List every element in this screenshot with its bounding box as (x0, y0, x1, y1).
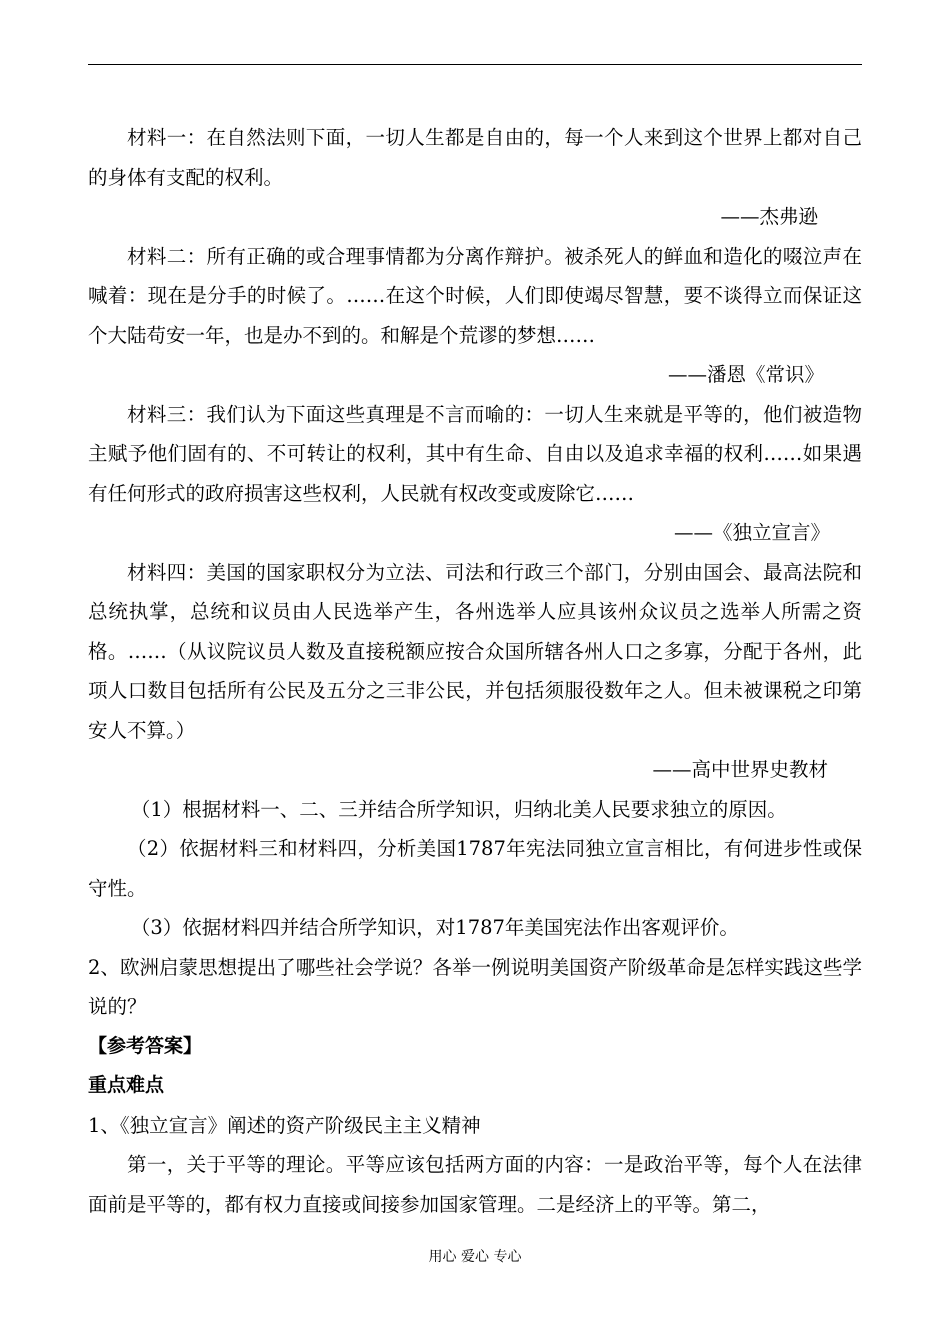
material-1-source: ——杰弗逊 (720, 205, 818, 228)
material-3-source: ——《独立宣言》 (673, 521, 830, 544)
material-1-text: 材料一：在自然法则下面，一切人生都是自由的，每一个人来到这个世界上都对自己的身体有支配的权利。 (88, 126, 862, 189)
material-4-source: ——高中世界史教材 (652, 758, 828, 781)
answer-header: 【参考答案】 (88, 1034, 203, 1057)
section-header: 重点难点 (88, 1074, 165, 1096)
material-4-text: 材料四：美国的国家职权分为立法、司法和行政三个部门，分别由国会、最高法院和总统执掌，总统和议员由人民选举产生，各州选举人应具该州众议员之选举人所需之资格。……（从议院议员人数及直接税额应按合众国所辖各州人口之多寡，分配于各州，此项人口数目包括所有公民及五分之三非公民，并包括须服役数年之人。但未被课税之印第安人不算。） (88, 560, 862, 742)
document-body (88, 118, 862, 1224)
page-footer: 用心 爱心 专心 (428, 1249, 522, 1265)
question-2: 2、欧洲启蒙思想提出了哪些社会学说？各举一例说明美国资产阶级革命是怎样实践这些学说的？ (88, 955, 862, 1018)
question-1-3: （3）依据材料四并结合所学知识，对1787年美国宪法作出客观评价。 (130, 916, 739, 939)
header-rule (88, 64, 862, 65)
point-1-body: 第一，关于平等的理论。平等应该包括两方面的内容：一是政治平等，每个人在法律面前是平等的，都有权力直接或间接参加国家管理。二是经济上的平等。第二， (88, 1153, 862, 1216)
material-2-text: 材料二：所有正确的或合理事情都为分离作辩护。被杀死人的鲜血和造化的啜泣声在喊着：现在是分手的时候了。……在这个时候，人们即使竭尽智慧，要不谈得立而保证这个大陆苟安一年，也是办不到的。和解是个荒谬的梦想…… (88, 244, 862, 347)
material-3-text: 材料三：我们认为下面这些真理是不言而喻的：一切人生来就是平等的，他们被造物主赋予他们固有的、不可转让的权利，其中有生命、自由以及追求幸福的权利……如果遇有任何形式的政府损害这些权利，人民就有权改变或废除它…… (88, 402, 862, 505)
question-1-1: （1）根据材料一、二、三并结合所学知识，归纳北美人民要求独立的原因。 (130, 797, 787, 821)
question-1-2: （2）依据材料三和材料四，分析美国1787年宪法同独立宣言相比，有何进步性或保守性。 (88, 837, 862, 900)
point-1-title: 1、《独立宣言》阐述的资产阶级民主主义精神 (88, 1113, 481, 1137)
material-2-source: ——潘恩《常识》 (667, 363, 824, 386)
